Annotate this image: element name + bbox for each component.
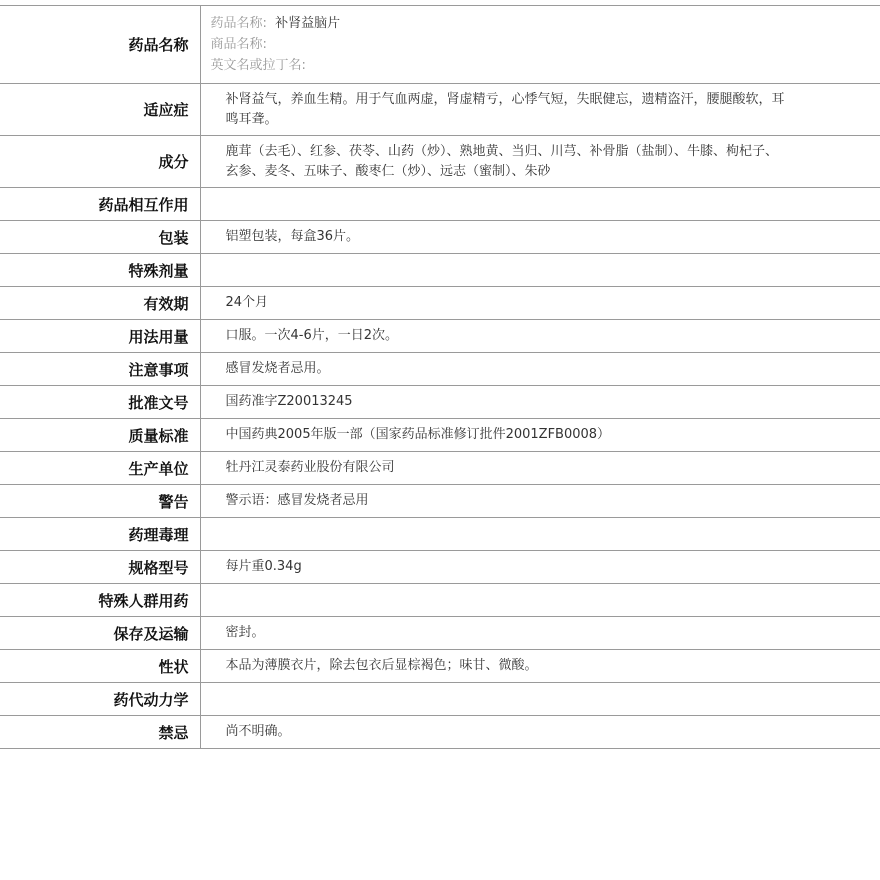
row-label: 适应症 — [0, 84, 200, 136]
row-value: 中国药典2005年版一部（国家药品标准修订批件2001ZFB0008） — [200, 419, 880, 452]
row-value — [200, 6, 880, 84]
row-value: 密封。 — [200, 617, 880, 650]
row-value — [200, 188, 880, 221]
row-description — [0, 650, 880, 683]
row-value — [200, 254, 880, 287]
row-value: 每片重0.34g — [200, 551, 880, 584]
row-value: 铝塑包装，每盒36片。 — [200, 221, 880, 254]
row-warning — [0, 485, 880, 518]
row-packaging — [0, 221, 880, 254]
row-value — [200, 518, 880, 551]
row-label: 注意事项 — [0, 353, 200, 386]
row-value: 牡丹江灵泰药业股份有限公司 — [200, 452, 880, 485]
latin-name-key: 英文名或拉丁名: — [210, 58, 306, 73]
row-value: 尚不明确。 — [200, 716, 880, 749]
row-manufacturer — [0, 452, 880, 485]
row-value: 24个月 — [200, 287, 880, 320]
row-value: 本品为薄膜衣片，除去包衣后显棕褐色；味甘、微酸。 — [200, 650, 880, 683]
row-label: 性状 — [0, 650, 200, 683]
row-label: 包装 — [0, 221, 200, 254]
row-value: 警示语：感冒发烧者忌用 — [200, 485, 880, 518]
row-storage — [0, 617, 880, 650]
row-contraindications — [0, 716, 880, 749]
row-label: 质量标准 — [0, 419, 200, 452]
row-label: 警告 — [0, 485, 200, 518]
row-label: 药理毒理 — [0, 518, 200, 551]
row-approval-number — [0, 386, 880, 419]
row-value: 口服。一次4-6片，一日2次。 — [200, 320, 880, 353]
row-label: 保存及运输 — [0, 617, 200, 650]
row-label: 药代动力学 — [0, 683, 200, 716]
row-value: 补肾益气，养血生精。用于气血两虚，肾虚精亏，心悸气短，失眠健忘，遗精盗汗，腰腿酸软，耳鸣耳聋。 — [200, 84, 880, 136]
row-label: 药品名称 — [0, 6, 200, 84]
row-drug-name — [0, 6, 880, 84]
row-pharmacokinetics — [0, 683, 880, 716]
row-shelf-life — [0, 287, 880, 320]
row-label: 有效期 — [0, 287, 200, 320]
row-label: 成分 — [0, 136, 200, 188]
row-indications — [0, 84, 880, 136]
drug-spec-table — [0, 5, 880, 749]
row-dosage — [0, 320, 880, 353]
row-special-dosage — [0, 254, 880, 287]
trade-name-line — [211, 34, 791, 55]
row-value — [200, 584, 880, 617]
row-quality-standard — [0, 419, 880, 452]
row-precautions — [0, 353, 880, 386]
row-value — [200, 683, 880, 716]
row-label: 禁忌 — [0, 716, 200, 749]
row-specification — [0, 551, 880, 584]
row-interactions — [0, 188, 880, 221]
row-label: 生产单位 — [0, 452, 200, 485]
row-label: 特殊剂量 — [0, 254, 200, 287]
row-special-populations — [0, 584, 880, 617]
generic-name-key: 药品名称: — [210, 16, 267, 31]
row-label: 规格型号 — [0, 551, 200, 584]
row-label: 用法用量 — [0, 320, 200, 353]
row-ingredients — [0, 136, 880, 188]
row-value: 鹿茸（去毛）、红参、茯苓、山药（炒）、熟地黄、当归、川芎、补骨脂（盐制）、牛膝、枸杞子、玄参、麦冬、五味子、酸枣仁（炒）、远志（蜜制）、朱砂 — [200, 136, 880, 188]
row-label: 药品相互作用 — [0, 188, 200, 221]
trade-name-key: 商品名称: — [210, 37, 267, 52]
latin-name-line — [211, 55, 791, 76]
row-label: 特殊人群用药 — [0, 584, 200, 617]
row-value: 感冒发烧者忌用。 — [200, 353, 880, 386]
generic-name-line — [211, 13, 791, 34]
row-pharmacology — [0, 518, 880, 551]
row-value: 国药准字Z20013245 — [200, 386, 880, 419]
generic-name-value: 补肾益脑片 — [275, 16, 341, 31]
row-label: 批准文号 — [0, 386, 200, 419]
